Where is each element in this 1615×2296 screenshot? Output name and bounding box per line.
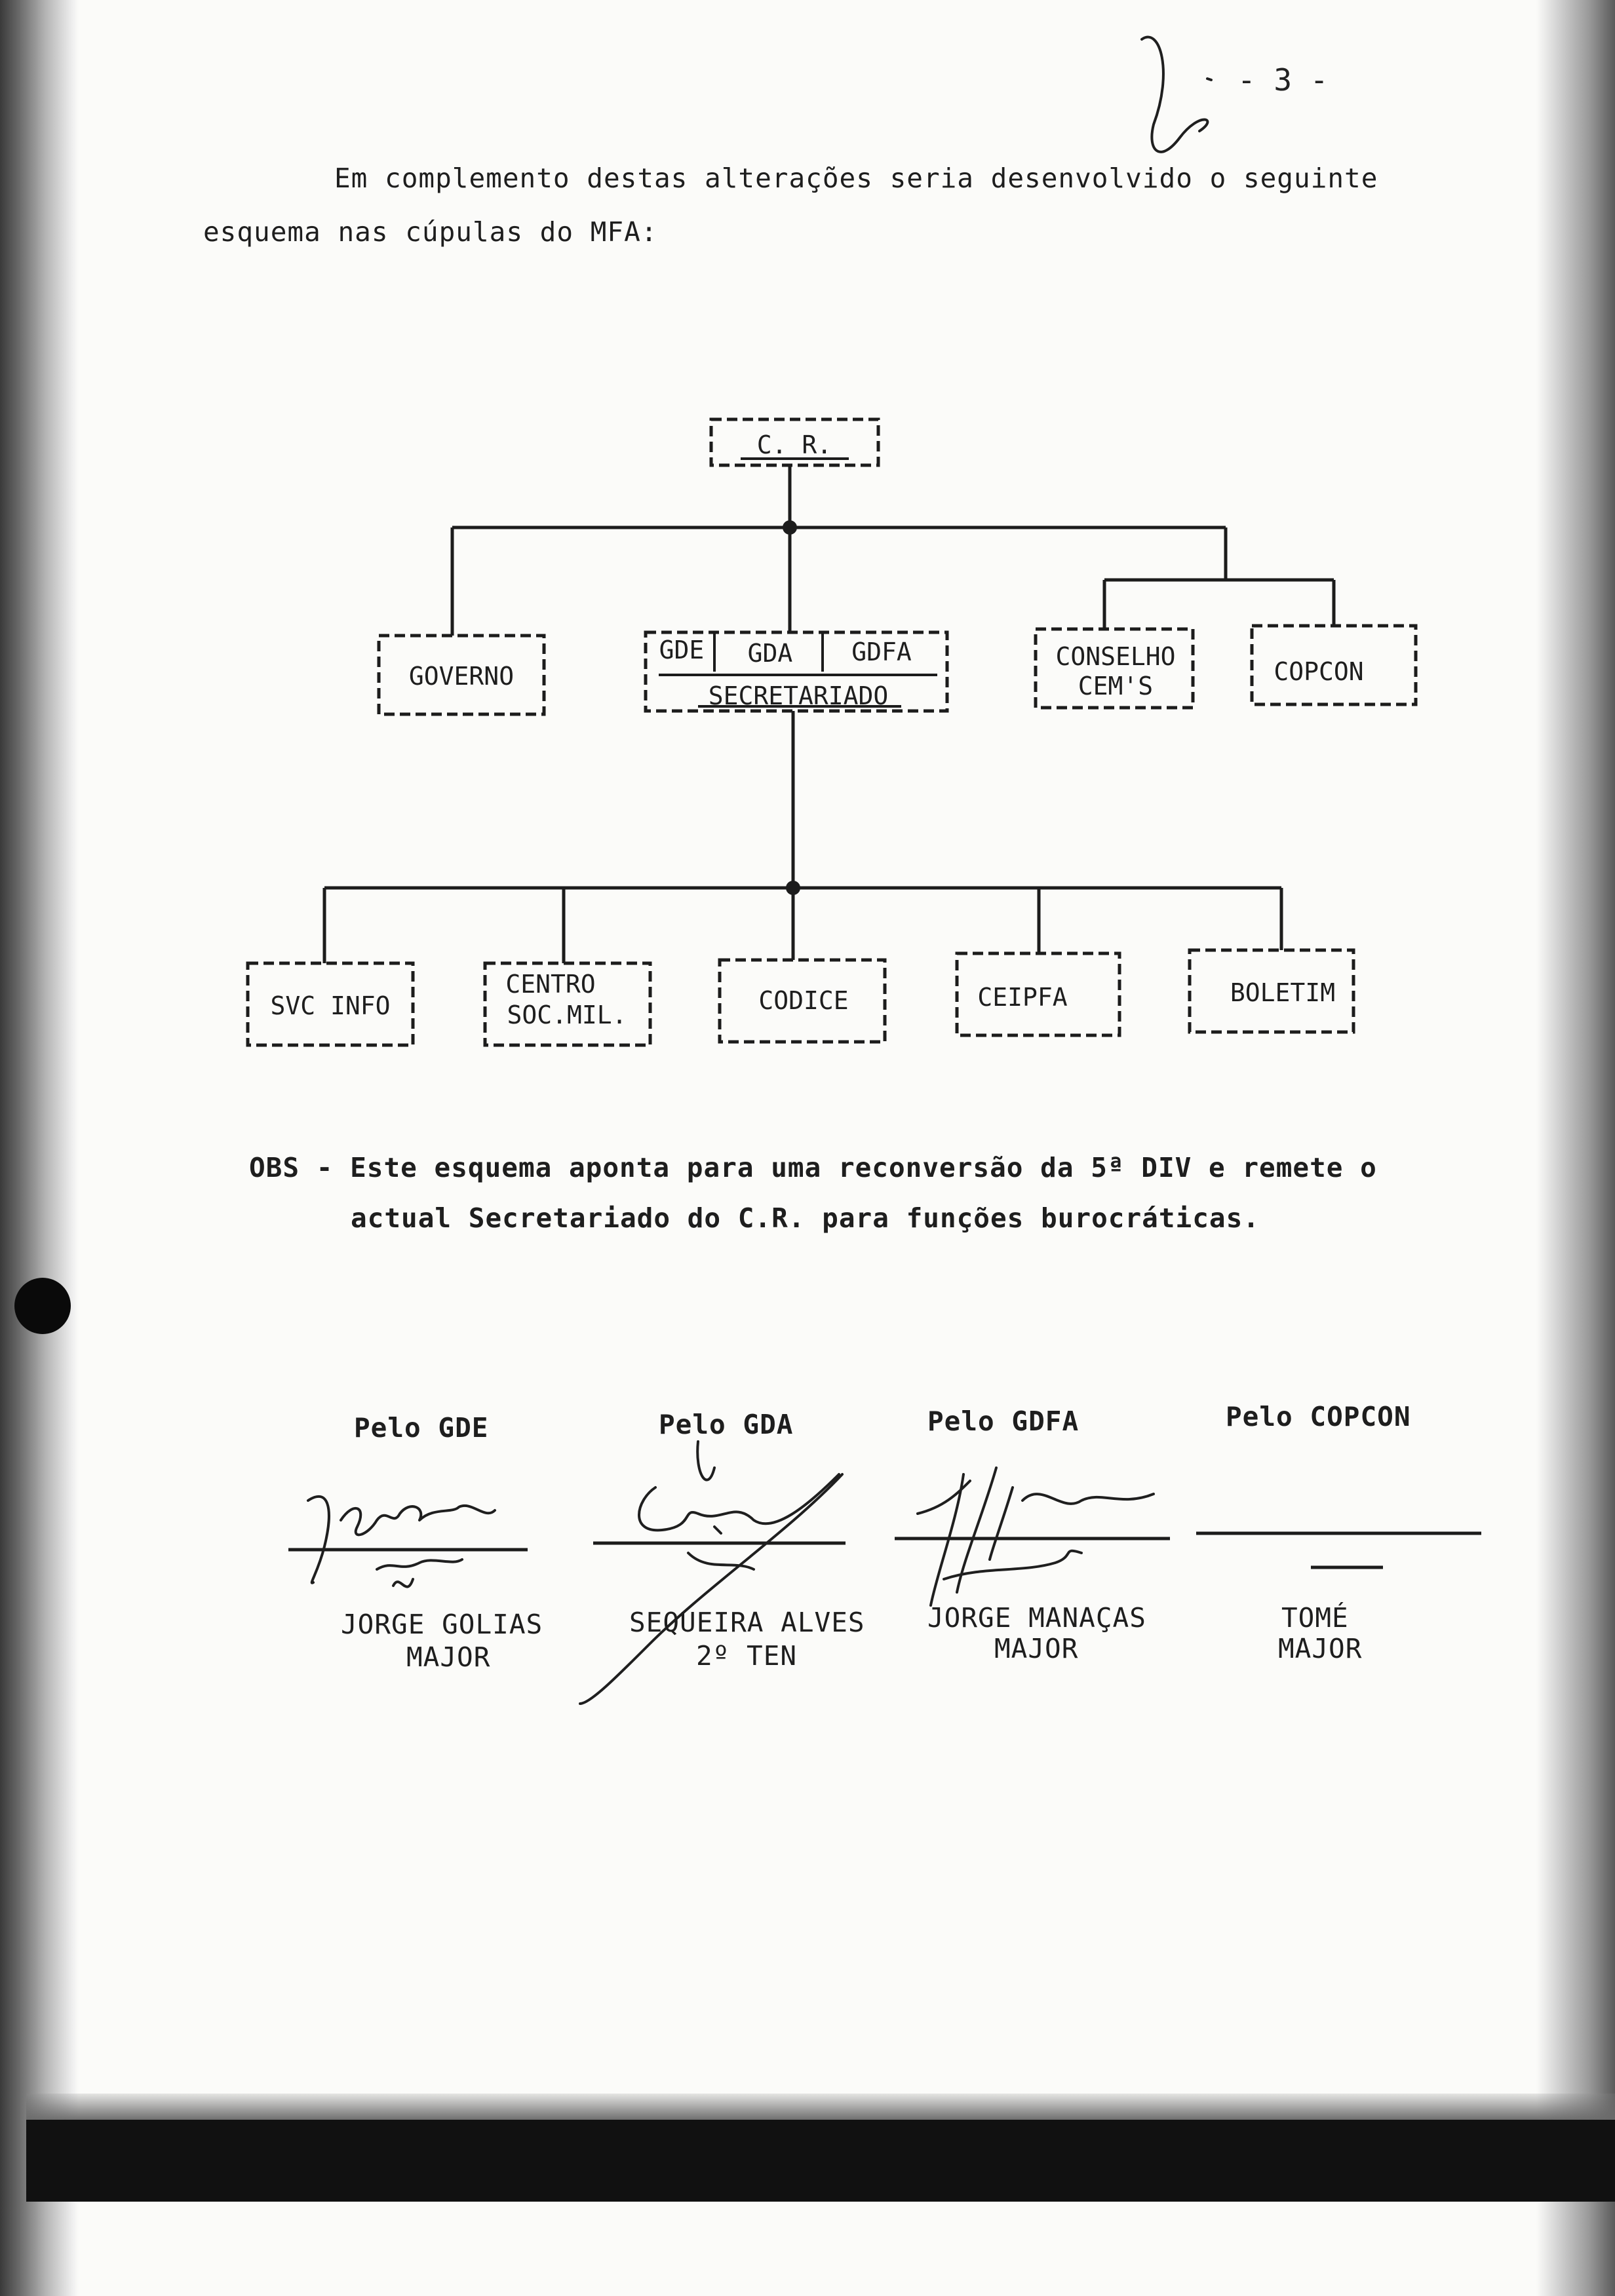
signature-scribble-gdfa (918, 1468, 1154, 1605)
signature-name-gdfa: JORGE MANAÇAS (927, 1602, 1146, 1634)
signature-heading-gde: Pelo GDE (354, 1412, 489, 1444)
label-gde: GDE (659, 636, 705, 664)
label-gdfa: GDFA (851, 638, 912, 666)
signature-heading-gda: Pelo GDA (659, 1409, 794, 1440)
label-copcon: COPCON (1274, 657, 1364, 686)
label-conselho-line1: CONSELHO (1055, 642, 1176, 671)
label-cr: C. R. (756, 430, 832, 459)
label-boletim: BOLETIM (1230, 978, 1336, 1007)
page-number: - 3 - (1237, 62, 1329, 98)
obs-line-2: actual Secretariado do C.R. para funções burocráticas. (351, 1202, 1260, 1234)
intro-line-2: esquema nas cúpulas do MFA: (203, 216, 658, 248)
label-secretariado: SECRETARIADO (708, 681, 889, 710)
signature-rank-gda: 2º TEN (696, 1640, 798, 1672)
signature-rank-gdfa: MAJOR (994, 1633, 1079, 1664)
label-centro-line1: CENTRO (505, 970, 596, 999)
label-svc-info: SVC INFO (270, 991, 391, 1020)
signature-heading-copcon: Pelo COPCON (1226, 1401, 1411, 1432)
signature-rank-copcon: MAJOR (1278, 1633, 1363, 1664)
signature-name-copcon: TOMÉ (1281, 1602, 1349, 1634)
label-codice: CODICE (758, 986, 849, 1015)
signature-rank-gde: MAJOR (406, 1641, 491, 1673)
intro-line-1: Em complemento destas alterações seria desenvolvido o seguinte (334, 163, 1378, 194)
label-centro-line2: SOC.MIL. (507, 1001, 627, 1029)
signature-heading-gdfa: Pelo GDFA (927, 1406, 1080, 1437)
obs-line-1: OBS - Este esquema aponta para uma reconversão da 5ª DIV e remete o (249, 1152, 1377, 1183)
signature-name-gda: SEQUEIRA ALVES (629, 1607, 865, 1638)
label-ceipfa: CEIPFA (977, 983, 1068, 1012)
label-governo: GOVERNO (408, 662, 515, 691)
label-conselho-line2: CEM'S (1078, 672, 1154, 700)
signature-scribble-gde (308, 1497, 495, 1587)
label-gda: GDA (747, 639, 793, 668)
signature-name-gde: JORGE GOLIAS (341, 1609, 543, 1640)
